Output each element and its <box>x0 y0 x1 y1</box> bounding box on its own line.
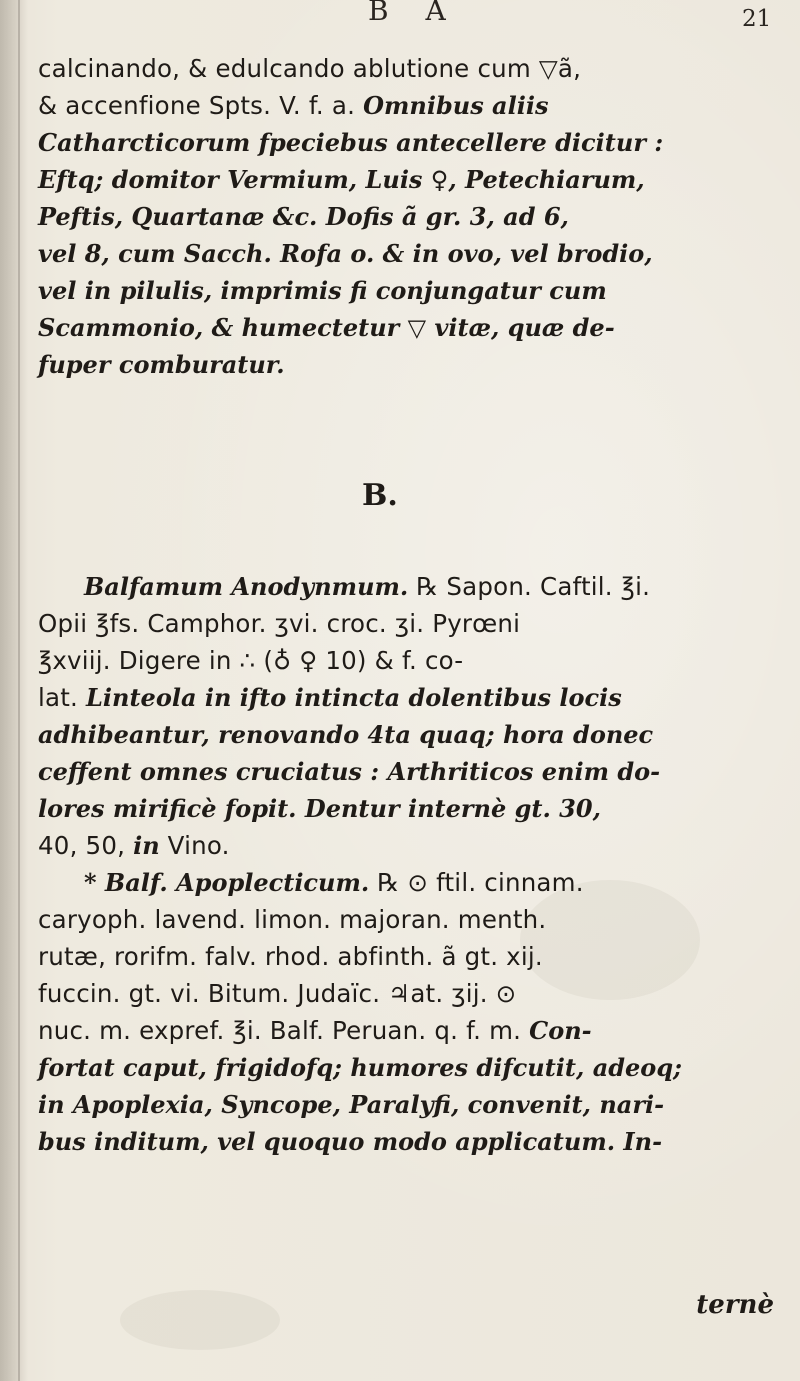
text-line <box>38 827 778 864</box>
section-heading-b: B. <box>362 478 398 513</box>
line-text-roman: ℥xviij. Digere in ∴ (♁ ♀ 10) & f. co- <box>38 646 464 675</box>
line-text: vel in pilulis, imprimis fi conjungatur cum <box>38 276 607 305</box>
line-text-roman: nuc. m. expref. ℥i. Balf. Peruan. q. f. m. <box>38 1016 530 1045</box>
text-line <box>38 235 778 272</box>
line-text: calcinando, & edulcando ablutione cum ▽ã, <box>38 54 582 83</box>
text-line <box>38 309 778 346</box>
recipe-title: Balfamum Anodynmum. <box>84 572 409 601</box>
line-text-italic: in <box>133 831 160 860</box>
text-line <box>38 1086 778 1123</box>
line-text: fuper comburatur. <box>38 350 285 379</box>
line-text-italic: Con- <box>529 1016 592 1045</box>
line-text-roman: ℞ Sapon. Caftil. ℥i. <box>408 572 651 601</box>
text-line <box>38 679 778 716</box>
paper-stain <box>120 1290 280 1350</box>
text-line <box>38 938 778 975</box>
line-text-italic: adhibeantur, renovando 4ta quaq; hora donec <box>38 720 654 749</box>
text-line <box>38 161 778 198</box>
line-text-italic: Linteola in ifto intincta dolentibus locis <box>86 683 622 712</box>
line-text-roman: lat. <box>38 683 87 712</box>
text-line <box>38 1049 778 1086</box>
text-line <box>38 124 778 161</box>
section-b-body <box>38 568 778 1160</box>
line-text-italic: bus inditum, vel quoquo modo applicatum. In- <box>38 1127 663 1156</box>
line-text-roman: ℞ ⊙ ftil. cinnam. <box>369 868 584 897</box>
text-line <box>38 87 778 124</box>
text-line <box>38 864 778 901</box>
line-text-roman: fuccin. gt. vi. Bitum. Judaïc. ♃at. ʒij. ⊙ <box>38 979 517 1008</box>
line-text-roman: caryoph. lavend. limon. majoran. menth. <box>38 905 547 934</box>
text-line <box>38 642 778 679</box>
text-line <box>38 790 778 827</box>
text-line <box>38 716 778 753</box>
line-text: Scammonio, & humectetur ▽ vitæ, quæ de- <box>38 313 615 342</box>
line-text: Peftis, Quartanæ &c. Dofis ã gr. 3, ad 6, <box>38 202 569 231</box>
line-text-roman: rutæ, rorifm. falv. rhod. abfinth. ã gt. xij. <box>38 942 543 971</box>
text-line <box>38 50 778 87</box>
line-text: Eftq; domitor Vermium, Luis ♀, Petechiarum, <box>38 165 645 194</box>
line-text: vel 8, cum Sacch. Rofa o. & in ovo, vel brodio, <box>38 239 653 268</box>
text-line <box>38 901 778 938</box>
text-line <box>38 568 778 605</box>
text-line <box>38 605 778 642</box>
text-line <box>38 753 778 790</box>
text-line <box>38 198 778 235</box>
catchword: ternè <box>696 1290 774 1320</box>
line-text-italic: fortat caput, frigidofq; humores difcutit, adeoq; <box>38 1053 682 1082</box>
text-line <box>38 346 778 383</box>
line-text-roman: Opii ℥fs. Camphor. ʒvi. croc. ʒi. Pyrœni <box>38 609 521 638</box>
running-head-letters: B A <box>368 0 460 27</box>
text-line <box>38 1123 778 1160</box>
text-line <box>38 975 778 1012</box>
text-line <box>38 272 778 309</box>
running-head <box>0 0 800 34</box>
page-number: 21 <box>742 6 772 32</box>
binding-edge <box>18 0 20 1381</box>
binding-gutter <box>0 0 28 1381</box>
line-text: Catharcticorum fpeciebus antecellere dicitur : <box>38 128 664 157</box>
line-text-roman: 40, 50, <box>38 831 134 860</box>
line-text-roman: Vino. <box>159 831 230 860</box>
line-text-italic: in Apoplexia, Syncope, Paralyfi, convenit, nari- <box>38 1090 665 1119</box>
section-a-continuation <box>38 50 778 383</box>
line-text-roman: & accenfione Spts. V. f. a. <box>38 91 364 120</box>
line-text-italic: ceffent omnes cruciatus : Arthriticos enim do- <box>38 757 661 786</box>
recipe-title: * Balf. Apoplecticum. <box>84 868 370 897</box>
line-text-italic: lores mirificè fopit. Dentur internè gt. 30, <box>38 794 601 823</box>
text-line <box>38 1012 778 1049</box>
line-text-italic: Omnibus aliis <box>363 91 549 120</box>
